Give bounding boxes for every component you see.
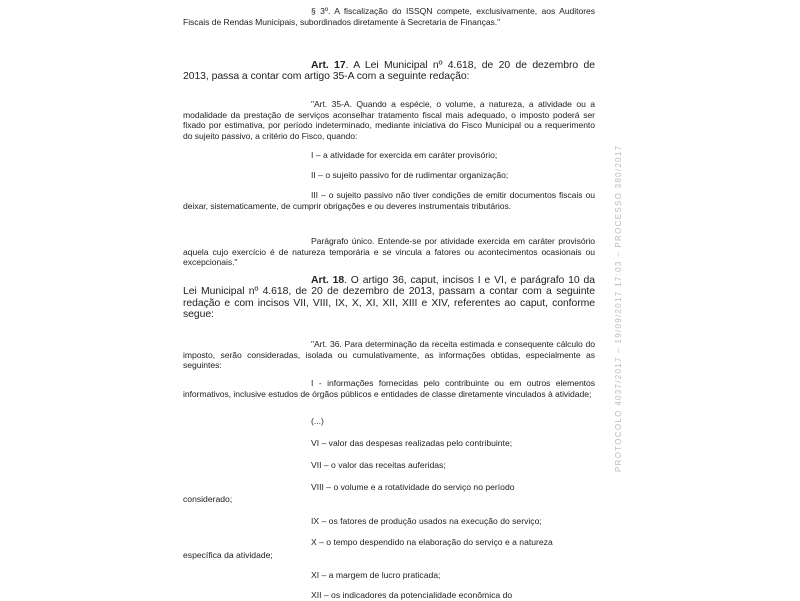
article-18-label: Art. 18 (311, 275, 345, 286)
article-17-text: . A Lei Municipal nº 4.618, de 20 de dezembro de 2013, passa a contar com artigo 35-A com a seguinte redação: (183, 60, 595, 83)
article-35a: "Art. 35-A. Quando a espécie, o volume, a natureza, a atividade ou a modalidade da prestação de serviços aconselhar tratamento fiscal mais adequado, o imposto poderá ser fixado por estimativa, por período indeterminado, mediante iniciativa do Fisco Municipal ou a requerimento do sujeito passivo, a critério do Fisco, quando: (183, 99, 595, 141)
paragraph-section-3: § 3º. A fiscalização do ISSQN compete, exclusivamente, aos Auditores Fiscais de Rendas Municipais, subordinados diretamente à Secretaria de Finanças." (183, 6, 595, 27)
protocol-watermark: PROTOCOLO 4037/2017 – 19/09/2017 17:03 – PROCESSO 380/2017 (614, 144, 623, 472)
inciso-ii: II – o sujeito passivo for de rudimentar organização; (311, 170, 509, 180)
inciso-i: I – a atividade for exercida em caráter provisório; (311, 150, 498, 160)
article-36-inciso-x: X – o tempo despendido na elaboração do serviço e a natureza (311, 537, 553, 547)
article-36-inciso-i: I - informações fornecidas pelo contribuinte ou em outros elementos informativos, inclusive estudos de órgãos públicos e entidades de classe diretamente vinculados à atividade; (183, 378, 595, 399)
article-18 (183, 275, 595, 321)
article-36-inciso-x-continuation: específica da atividade; (183, 550, 273, 560)
article-36-inciso-xi: XI – a margem de lucro praticada; (311, 570, 441, 580)
article-17 (183, 60, 595, 83)
article-36-inciso-viii-continuation: considerado; (183, 494, 233, 504)
article-17-label: Art. 17 (311, 60, 346, 71)
ellipsis: (...) (311, 416, 324, 426)
article-36-inciso-viii: VIII – o volume e a rotatividade do serviço no período (311, 482, 515, 492)
inciso-iii: III – o sujeito passivo não tiver condições de emitir documentos fiscais ou deixar, sistematicamente, de cumprir obrigações e ou deveres instrumentais tributários. (183, 190, 595, 211)
article-36-inciso-vii: VII – o valor das receitas auferidas; (311, 460, 446, 470)
article-36-inciso-ix: IX – os fatores de produção usados na execução do serviço; (311, 516, 542, 526)
document-page (183, 0, 595, 600)
article-36-inciso-xii: XII – os indicadores da potencialidade econômica do (311, 590, 513, 600)
article-36: "Art. 36. Para determinação da receita estimada e consequente cálculo do imposto, serão consideradas, isolada ou cumulativamente, as informações obtidas, especialmente as seguintes: (183, 339, 595, 371)
article-18-text: . O artigo 36, caput, incisos I e VI, e parágrafo 10 da Lei Municipal nº 4.618, de 20 de dezembro de 2013, passam a contar com a seguinte redação e com incisos VII, VIII, IX, X, XI, XII, XIII e XIV, referentes ao caput, conforme segue: (183, 275, 595, 321)
article-36-inciso-vi: VI – valor das despesas realizadas pelo contribuinte; (311, 438, 513, 448)
paragrafo-unico: Parágrafo único. Entende-se por atividade exercida em caráter provisório aquela cujo exercício é de natureza temporária e se vincula a fatores ou acontecimentos ocasionais ou excepcionais." (183, 236, 595, 268)
